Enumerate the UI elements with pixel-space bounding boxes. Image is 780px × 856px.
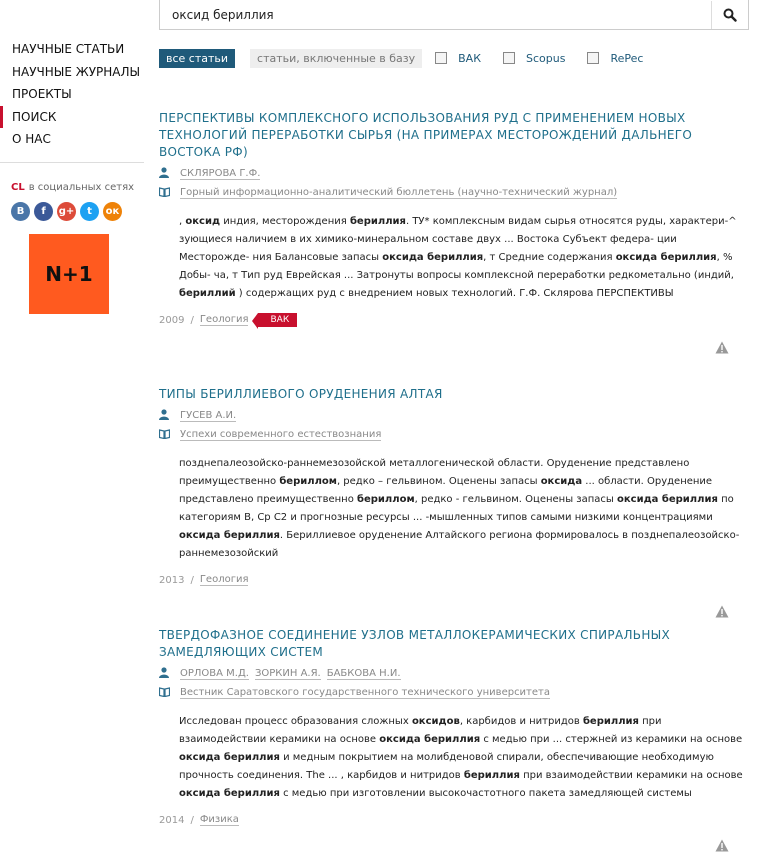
snippet-text: по категориям В, Ср С2 и прогнозные ресурсы ... -мышленных типов самыми низкими концентрациями bbox=[179, 494, 734, 523]
journal-row bbox=[159, 428, 751, 442]
author-link[interactable]: СКЛЯРОВА Г.Ф. bbox=[180, 168, 261, 179]
search-result bbox=[159, 627, 751, 828]
report-warning-icon[interactable] bbox=[715, 603, 729, 616]
snippet-text: при взаимодействии керамики на основе bbox=[519, 770, 743, 781]
highlight-term: бериллий bbox=[179, 288, 236, 299]
twitter-icon[interactable]: t bbox=[80, 202, 99, 221]
sidebar bbox=[0, 0, 144, 221]
highlight-term: оксида бериллия bbox=[616, 494, 718, 505]
cyberleninka-logo: CL bbox=[11, 181, 25, 193]
article-snippet bbox=[179, 713, 749, 803]
highlight-term: бериллия bbox=[463, 770, 520, 781]
indexed-articles-button[interactable]: статьи, включенные в базу bbox=[250, 49, 422, 68]
highlight-term: оксида бериллия bbox=[179, 530, 280, 541]
report-warning-icon[interactable] bbox=[715, 339, 729, 352]
author-link[interactable]: ОРЛОВА М.Д. bbox=[180, 668, 249, 679]
checkbox-box[interactable] bbox=[435, 52, 447, 64]
highlight-term: оксида bbox=[540, 476, 583, 487]
highlight-term: оксида бериллия bbox=[382, 252, 484, 263]
snippet-text: Исследован процесс образования сложных bbox=[179, 716, 412, 727]
n-plus-one-banner[interactable] bbox=[29, 234, 109, 314]
nav-item[interactable]: ПОИСК bbox=[0, 106, 144, 129]
highlight-term: бериллом bbox=[357, 494, 415, 505]
article-title-link[interactable]: ТВЕРДОФАЗНОЕ СОЕДИНЕНИЕ УЗЛОВ МЕТАЛЛОКЕРАМИЧЕСКИХ СПИРАЛЬНЫХ ЗАМЕДЛЯЮЩИХ СИСТЕМ bbox=[159, 628, 671, 659]
separator: / bbox=[190, 814, 194, 826]
checkbox-label: ВАК bbox=[458, 51, 482, 65]
highlight-term: оксида бериллия bbox=[179, 788, 280, 799]
search-input[interactable] bbox=[160, 2, 711, 28]
authors-row bbox=[159, 409, 751, 423]
checkbox-label: Scopus bbox=[526, 51, 566, 65]
highlight-term: бериллом bbox=[279, 476, 337, 487]
sidebar-divider bbox=[0, 162, 144, 163]
separator: / bbox=[190, 574, 194, 586]
highlight-term: оксида бериллия bbox=[615, 252, 717, 263]
journal-link[interactable]: Успехи современного естествознания bbox=[180, 429, 382, 440]
snippet-text: , редко - гельвином. Оценены запасы bbox=[414, 494, 617, 505]
search-result bbox=[159, 386, 751, 588]
highlight-term: оксида бериллия bbox=[179, 752, 280, 763]
author-link[interactable]: ЗОРКИН А.Я. bbox=[254, 668, 321, 679]
snippet-text: , т Средние содержания bbox=[483, 252, 616, 263]
filter-bar bbox=[159, 48, 643, 68]
search-result bbox=[159, 110, 751, 328]
highlight-term: оксид bbox=[185, 216, 221, 227]
highlight-term: бериллия bbox=[349, 216, 406, 227]
nav-item[interactable]: О НАС bbox=[12, 132, 51, 146]
author-icon bbox=[159, 409, 173, 423]
snippet-text: , карбидов и нитридов bbox=[459, 716, 583, 727]
all-articles-button[interactable]: все статьи bbox=[159, 49, 235, 68]
vak-checkbox[interactable] bbox=[435, 52, 481, 65]
vak-badge[interactable]: ВАК bbox=[258, 313, 297, 327]
snippet-text: , редко – гельвином. Оценены запасы bbox=[336, 476, 541, 487]
article-footer bbox=[159, 572, 751, 588]
main-nav bbox=[0, 0, 144, 151]
article-snippet bbox=[179, 455, 749, 563]
snippet-text: позднепалеозойско-раннемезозойской металлогенической области. Оруденение представлено преимущественно bbox=[179, 458, 690, 487]
snippet-text: и медным покрытием на молибденовой спирали, обеспечивающие необходимую прочность соединения. The ... , карбидов и нитридов bbox=[179, 752, 714, 781]
journal-link[interactable]: Горный информационно-аналитический бюллетень (научно-технический журнал) bbox=[180, 187, 618, 198]
journal-icon bbox=[159, 187, 173, 200]
googleplus-icon[interactable]: g+ bbox=[57, 202, 76, 221]
social-heading-text: в социальных сетях bbox=[28, 181, 135, 193]
snippet-text: ) содержащих руд с внедрением новых технологий. Г.Ф. Склярова ПЕРСПЕКТИВЫ bbox=[235, 288, 674, 299]
authors-row bbox=[159, 167, 751, 181]
article-title-link[interactable]: ТИПЫ БЕРИЛЛИЕВОГО ОРУДЕНЕНИЯ АЛТАЯ bbox=[159, 387, 443, 401]
author-link[interactable]: БАБКОВА Н.И. bbox=[326, 668, 401, 679]
authors-row bbox=[159, 667, 751, 681]
snippet-text: индия, месторождения bbox=[220, 216, 350, 227]
article-snippet bbox=[179, 213, 749, 303]
banner-label: N+1 bbox=[45, 262, 93, 286]
highlight-term: бериллия bbox=[582, 716, 639, 727]
author-icon bbox=[159, 667, 173, 681]
social-icons bbox=[11, 202, 144, 221]
journal-row bbox=[159, 186, 751, 200]
article-footer bbox=[159, 312, 751, 328]
checkbox-box[interactable] bbox=[503, 52, 515, 64]
search-icon bbox=[723, 8, 737, 22]
article-footer bbox=[159, 812, 751, 828]
snippet-text: . ТУ* комплексным видам сырья относятся руды, характери-^ зующиеся наличием в их химико-минеральном составе двух ... Востока Субъект федера- ции Месторожде- ния Балансовые запасы bbox=[179, 216, 737, 263]
category-link[interactable]: Физика bbox=[199, 814, 239, 825]
year: 2013 bbox=[159, 574, 185, 586]
journal-row bbox=[159, 686, 751, 700]
category-link[interactable]: Геология bbox=[199, 314, 249, 325]
odnoklassniki-icon[interactable]: ок bbox=[103, 202, 122, 221]
snippet-text: . Бериллиевое оруденение Алтайского региона формировалось в позднепалеозойско-раннемезозойский bbox=[179, 530, 740, 559]
journal-icon bbox=[159, 429, 173, 442]
journal-link[interactable]: Вестник Саратовского государственного технического университета bbox=[180, 687, 550, 698]
scopus-checkbox[interactable] bbox=[503, 52, 565, 65]
facebook-icon[interactable]: f bbox=[34, 202, 53, 221]
nav-item[interactable]: ПРОЕКТЫ bbox=[12, 87, 72, 101]
snippet-text: ... области. Оруденение представлено преимущественно bbox=[179, 476, 713, 505]
nav-item[interactable]: НАУЧНЫЕ ЖУРНАЛЫ bbox=[12, 64, 141, 79]
category-link[interactable]: Геология bbox=[199, 574, 249, 585]
search-button[interactable] bbox=[711, 1, 748, 29]
snippet-text: при взаимодействии керамики на основе bbox=[179, 716, 662, 745]
checkbox-box[interactable] bbox=[587, 52, 599, 64]
author-icon bbox=[159, 167, 173, 181]
snippet-text: , % Добы- ча, т Тип руд Еврейская ... Затронуты вопросы комплексной переработки редкометально (индий, bbox=[179, 252, 734, 281]
checkbox-label: RePec bbox=[610, 51, 644, 65]
nav-item[interactable]: НАУЧНЫЕ СТАТЬИ bbox=[12, 42, 125, 56]
separator: / bbox=[190, 314, 194, 326]
highlight-term: оксида бериллия bbox=[379, 734, 481, 745]
repec-checkbox[interactable] bbox=[587, 52, 643, 65]
journal-icon bbox=[159, 687, 173, 700]
search-bar bbox=[159, 0, 749, 30]
year: 2009 bbox=[159, 314, 185, 326]
article-title-link[interactable]: ПЕРСПЕКТИВЫ КОМПЛЕКСНОГО ИСПОЛЬЗОВАНИЯ РУД С ПРИМЕНЕНИЕМ НОВЫХ ТЕХНОЛОГИЙ ПЕРЕРАБОТКИ СЫРЬЯ (НА ПРИМЕРАХ МЕСТОРОЖДЕНИЙ ДАЛЬНЕГО ВОСТОКА РФ) bbox=[159, 111, 693, 159]
snippet-text: с медью при ... стержней из керамики на основе bbox=[480, 734, 743, 745]
snippet-text: , bbox=[179, 216, 186, 227]
author-link[interactable]: ГУСЕВ А.И. bbox=[180, 410, 237, 421]
highlight-term: оксидов bbox=[411, 716, 460, 727]
social-heading bbox=[11, 182, 144, 193]
snippet-text: с медью при изготовлении высокочастотного пакета замедляющей системы bbox=[279, 788, 692, 799]
vk-icon[interactable]: В bbox=[11, 202, 30, 221]
year: 2014 bbox=[159, 814, 185, 826]
